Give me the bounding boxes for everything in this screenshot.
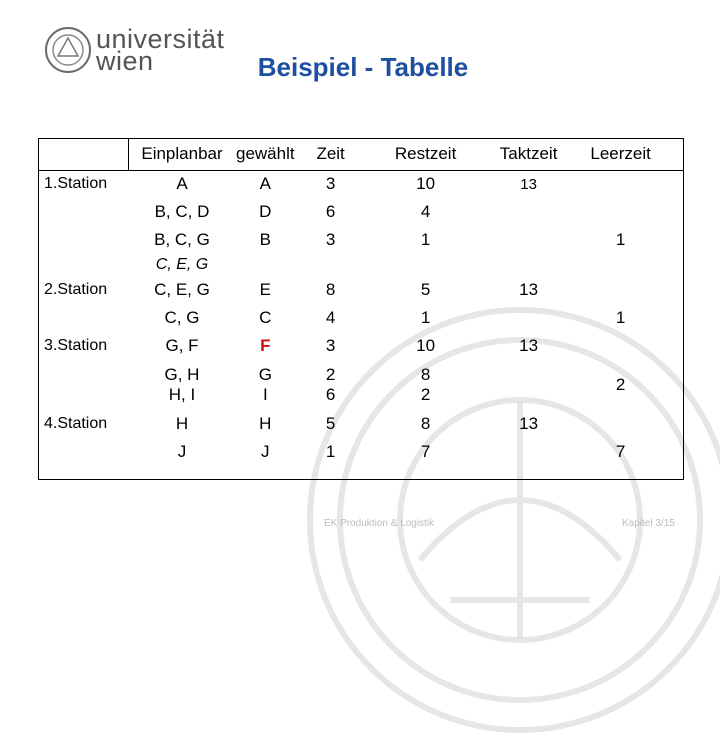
- table-cell-leerzeit: [573, 198, 669, 226]
- table-cell-taktzeit: 13: [519, 414, 539, 433]
- footer-center: EK Produktion & Logistik: [324, 518, 435, 529]
- table-cell-taktzeit: [485, 304, 573, 332]
- logo-line2: wien: [96, 46, 154, 76]
- table-cell-gewaehlt: F: [260, 336, 271, 355]
- table-cell-einplanbar: C, E, G: [154, 280, 210, 299]
- table-row: [38, 410, 669, 438]
- header-cell-station: [38, 138, 128, 170]
- table-cell-einplanbar: H: [175, 414, 189, 433]
- table-cell-taktzeit: [485, 226, 573, 254]
- table-cell-gewaehlt: C: [259, 308, 272, 327]
- table-cell-leerzeit: 1: [615, 308, 626, 327]
- table-cell-gewaehlt: E: [259, 280, 271, 299]
- table-cell-zeit: 6: [325, 202, 336, 221]
- table-cell-station: [38, 304, 128, 332]
- table-cell-taktzeit: [485, 198, 573, 226]
- table-cell-leerzeit: [573, 332, 669, 360]
- table-cell-restzeit: 8 2: [420, 365, 431, 404]
- table-cell-gewaehlt: B: [259, 230, 271, 249]
- table-row: [38, 332, 669, 360]
- table-cell-einplanbar: A: [176, 174, 188, 193]
- table-cell-zeit: 3: [325, 336, 336, 355]
- table-cell-einplanbar: G, F: [165, 336, 199, 355]
- header-cell-leerzeit: Leerzeit: [590, 144, 651, 163]
- table-cell-restzeit: 8: [420, 414, 431, 433]
- table-cell-taktzeit: 13: [519, 280, 539, 299]
- table-cell-zeit: 3: [325, 230, 336, 249]
- table-cell-leerzeit: 2: [615, 375, 626, 394]
- table-cell-einplanbar: B, C, G: [154, 230, 210, 249]
- table-cell-leerzeit: 1: [615, 230, 626, 249]
- table-row: [38, 360, 669, 410]
- table-cell-einplanbar: C, E, G: [155, 256, 209, 273]
- table-cell-einplanbar: G, H H, I: [164, 365, 200, 404]
- table-cell-restzeit: [367, 254, 485, 276]
- table-cell-zeit: 2 6: [325, 365, 336, 404]
- table-cell-leerzeit: [573, 410, 669, 438]
- table-cell-restzeit: 1: [420, 230, 431, 249]
- slide-title: [0, 46, 720, 83]
- table-cell-gewaehlt: [236, 254, 295, 276]
- table-cell-station: 2.Station: [44, 281, 108, 298]
- table-cell-leerzeit: [573, 276, 669, 304]
- table-cell-station: [38, 438, 128, 466]
- table-cell-restzeit: 5: [420, 280, 431, 299]
- table-cell-station: 3.Station: [44, 337, 108, 354]
- table-cell-taktzeit: 13: [519, 336, 539, 355]
- header-cell-taktzeit: Taktzeit: [499, 144, 558, 163]
- header-divider-v1: [128, 138, 129, 170]
- table-cell-station: [38, 254, 128, 276]
- table-row: [38, 276, 669, 304]
- table-cell-station: [38, 198, 128, 226]
- header-cell-gewaehlt: gewählt: [236, 144, 295, 163]
- header-cell-restzeit: Restzeit: [394, 144, 457, 163]
- table-cell-station: [38, 360, 128, 410]
- footer-page: Kapitel 3/15: [622, 518, 675, 529]
- table-cell-taktzeit: 13: [520, 175, 537, 193]
- table-cell-taktzeit: [485, 438, 573, 466]
- slide-title-text: Beispiel - Tabelle: [257, 52, 469, 82]
- table-cell-gewaehlt: H: [259, 414, 272, 433]
- table-cell-station: 4.Station: [44, 415, 108, 432]
- table-cell-zeit: 4: [325, 308, 336, 327]
- table-row: [38, 226, 669, 254]
- table-cell-leerzeit: [573, 170, 669, 198]
- header-divider: [38, 170, 684, 171]
- table-cell-zeit: 8: [325, 280, 336, 299]
- table-row: [38, 304, 669, 332]
- table-header-row: [38, 138, 669, 170]
- header-cell-zeit: Zeit: [316, 144, 345, 163]
- table-row: [38, 438, 669, 466]
- table-cell-restzeit: 4: [420, 202, 431, 221]
- table-cell-zeit: 3: [325, 174, 336, 193]
- table-cell-gewaehlt: G I: [258, 365, 272, 404]
- table-cell-einplanbar: B, C, D: [154, 202, 210, 221]
- table-cell-zeit: 1: [325, 442, 336, 461]
- table-cell-einplanbar: J: [177, 442, 187, 461]
- logo-line1: universität: [96, 24, 225, 54]
- table-row: [38, 254, 669, 276]
- table-cell-restzeit: 1: [420, 308, 431, 327]
- table-cell-zeit: [295, 254, 367, 276]
- table-cell-restzeit: 10: [416, 336, 436, 355]
- table-cell-leerzeit: [573, 254, 669, 276]
- table-cell-taktzeit: [485, 360, 573, 410]
- table-cell-einplanbar: C, G: [164, 308, 200, 327]
- table-cell-gewaehlt: D: [259, 202, 272, 221]
- schedule-table: [38, 138, 669, 466]
- table-row: [38, 198, 669, 226]
- table-cell-station: 1.Station: [44, 175, 108, 192]
- table-cell-gewaehlt: J: [261, 442, 270, 461]
- table-cell-restzeit: 10: [416, 174, 436, 193]
- table-cell-zeit: 5: [325, 414, 336, 433]
- table-cell-taktzeit: [485, 254, 573, 276]
- table-cell-leerzeit: 7: [615, 442, 626, 461]
- table-row: [38, 170, 669, 198]
- table-cell-gewaehlt: A: [259, 174, 271, 193]
- table-cell-restzeit: 7: [420, 442, 431, 461]
- header-cell-einplanbar: Einplanbar: [141, 144, 223, 163]
- table-cell-station: [38, 226, 128, 254]
